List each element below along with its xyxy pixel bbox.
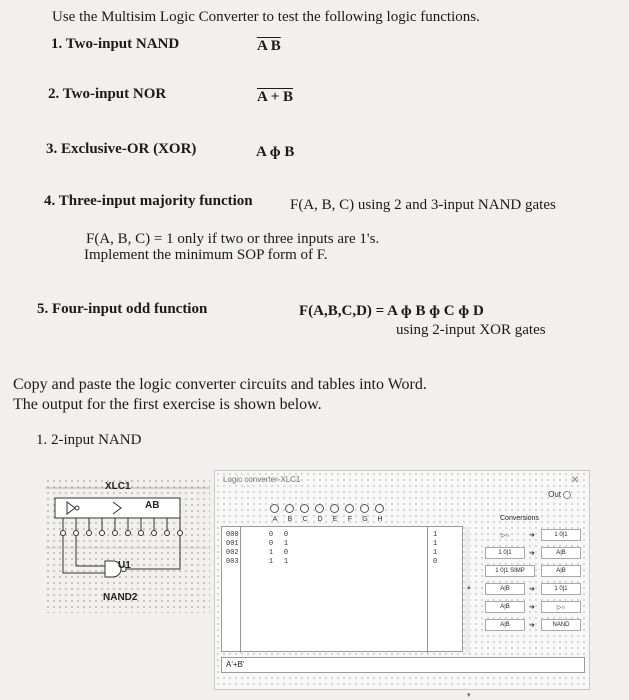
arrow-icon: ➜ bbox=[529, 586, 535, 593]
conv-1-from: ▷○ bbox=[500, 532, 510, 539]
conversions-panel bbox=[481, 512, 585, 654]
item-5-label: 5. Four-input odd function bbox=[37, 301, 208, 317]
conversion-button-circuit-to-table[interactable]: 1 0|1 bbox=[541, 529, 581, 541]
example-label: 1. 2-input NAND bbox=[36, 432, 142, 448]
cell-out: 0 bbox=[433, 558, 438, 566]
circuit-gate-ref: U1 bbox=[118, 560, 131, 571]
row-index: 001 bbox=[226, 540, 239, 548]
circuit-ab-label: AB bbox=[145, 500, 160, 511]
row-index: 003 bbox=[226, 558, 239, 566]
cell-b: 0 bbox=[283, 531, 289, 539]
terminal-label-c: C bbox=[302, 516, 308, 523]
terminal-h[interactable] bbox=[375, 504, 384, 513]
instruction-text: Use the Multisim Logic Converter to test the following logic functions. bbox=[52, 9, 480, 25]
item-2-expr: A + B bbox=[257, 89, 294, 105]
terminal-label-h: H bbox=[377, 516, 383, 523]
scroll-down-icon[interactable]: ▾ bbox=[467, 692, 471, 699]
cell-a: 1 bbox=[268, 558, 274, 566]
conversion-button-table-to-simplified[interactable]: A|B bbox=[541, 565, 581, 577]
circuit-xlc-label: XLC1 bbox=[105, 481, 131, 492]
cell-out: 1 bbox=[433, 549, 438, 557]
terminal-label-b: B bbox=[287, 516, 293, 523]
item-4-func: F(A, B, C) using 2 and 3-input NAND gates bbox=[290, 197, 556, 213]
item-3-expr: A ɸ B bbox=[256, 144, 295, 160]
terminal-label-a: A bbox=[272, 516, 278, 523]
copy-line-2: The output for the first exercise is shown below. bbox=[13, 396, 322, 413]
converter-symbol bbox=[55, 498, 180, 518]
cell-b: 0 bbox=[283, 549, 289, 557]
logic-converter-window bbox=[214, 470, 590, 699]
circuit-schematic bbox=[45, 478, 210, 613]
conversion-button-expression-to-nand[interactable]: NAND bbox=[541, 619, 581, 631]
terminal-b[interactable] bbox=[285, 504, 294, 513]
terminal-d[interactable] bbox=[315, 504, 324, 513]
copy-line-1: Copy and paste the logic converter circuits and tables into Word. bbox=[13, 376, 427, 393]
item-4-label: 4. Three-input majority function bbox=[44, 193, 253, 209]
terminal-label-d: D bbox=[317, 516, 323, 523]
terminal-label-e: E bbox=[332, 516, 338, 523]
terminal-c[interactable] bbox=[300, 504, 309, 513]
arrow-icon: ➜ bbox=[529, 622, 535, 629]
cell-b: 1 bbox=[283, 558, 289, 566]
output-label: Out bbox=[548, 490, 561, 499]
item-2-label: 2. Two-input NOR bbox=[48, 86, 167, 102]
close-icon[interactable]: × bbox=[570, 471, 579, 487]
terminal-f[interactable] bbox=[345, 504, 354, 513]
cell-b: 1 bbox=[283, 540, 289, 548]
converter-title: Logic converter-XLC1 bbox=[223, 475, 301, 484]
output-terminal[interactable] bbox=[563, 491, 571, 499]
conversion-button-table-to-expression[interactable]: A|B bbox=[541, 547, 581, 559]
conv-5-from: A|B bbox=[485, 601, 525, 613]
conversions-title: Conversions bbox=[500, 515, 539, 522]
cell-a: 0 bbox=[268, 531, 274, 539]
conversion-button-expression-to-table[interactable]: 1 0|1 bbox=[541, 583, 581, 595]
cell-out: 1 bbox=[433, 540, 438, 548]
terminal-g[interactable] bbox=[360, 504, 369, 513]
terminal-a[interactable] bbox=[270, 504, 279, 513]
row-index: 002 bbox=[226, 549, 239, 557]
cell-a: 0 bbox=[268, 540, 274, 548]
item-1-label: 1. Two-input NAND bbox=[51, 36, 180, 52]
cell-out: 1 bbox=[433, 531, 438, 539]
conv-3-from: 1 0|1 SIMP bbox=[485, 565, 535, 577]
item-5-func: F(A,B,C,D) = A ɸ B ɸ C ɸ D bbox=[299, 303, 484, 319]
conv-2-from: 1 0|1 bbox=[485, 547, 525, 559]
item-4-line1: F(A, B, C) = 1 only if two or three inputs are 1's. bbox=[86, 231, 380, 247]
expression-field[interactable]: A'+B' bbox=[221, 657, 585, 673]
item-1-expr: A B bbox=[257, 38, 281, 54]
terminal-label-g: G bbox=[362, 516, 368, 523]
circuit-gate-name: NAND2 bbox=[103, 592, 138, 603]
conv-6-from: A|B bbox=[485, 619, 525, 631]
arrow-icon: ➜ bbox=[529, 550, 535, 557]
conversion-button-expression-to-circuit[interactable]: ▷○ bbox=[541, 601, 581, 613]
row-index: 000 bbox=[226, 531, 239, 539]
terminal-e[interactable] bbox=[330, 504, 339, 513]
item-4-line2: Implement the minimum SOP form of F. bbox=[84, 247, 328, 263]
scroll-up-icon[interactable]: ▴ bbox=[467, 584, 471, 591]
arrow-icon: ➜ bbox=[529, 604, 535, 611]
cell-a: 1 bbox=[268, 549, 274, 557]
item-3-label: 3. Exclusive-OR (XOR) bbox=[46, 141, 197, 157]
arrow-icon: ➜ bbox=[529, 532, 535, 539]
item-5-note: using 2-input XOR gates bbox=[396, 322, 546, 338]
terminal-label-f: F bbox=[347, 516, 353, 523]
conv-4-from: A|B bbox=[485, 583, 525, 595]
